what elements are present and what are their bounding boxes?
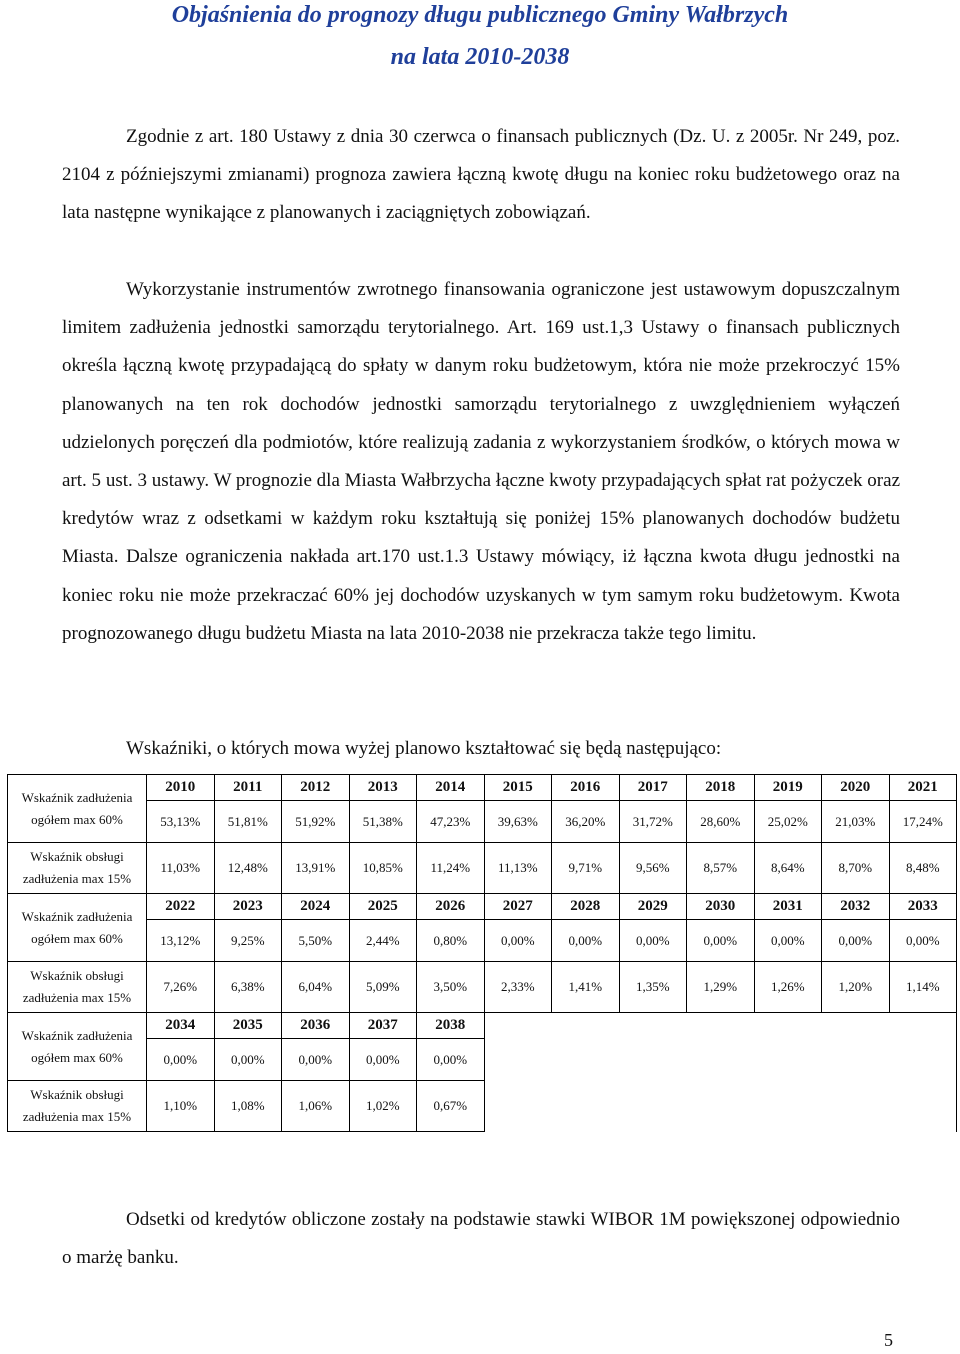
debt-ratio-cell: 21,03%	[822, 801, 890, 843]
year-cell: 2017	[619, 775, 687, 801]
debt-service-cell: 1,14%	[889, 962, 957, 1013]
year-cell: 2032	[822, 894, 890, 920]
debt-service-cell: 8,57%	[687, 843, 755, 894]
paragraph-interest-note: Odsetki od kredytów obliczone zostały na podstawie stawki WIBOR 1M powiększonej odpowiednio o marżę banku.	[62, 1209, 900, 1269]
debt-ratio-cell: 47,23%	[417, 801, 485, 843]
debt-ratio-cell: 0,00%	[484, 920, 552, 962]
debt-ratio-cell: 0,00%	[349, 1039, 417, 1081]
debt-ratio-cell: 17,24%	[889, 801, 957, 843]
debt-ratio-row	[8, 801, 957, 843]
debt-ratio-cell: 53,13%	[147, 801, 215, 843]
year-cell: 2022	[147, 894, 215, 920]
debt-service-cell: 8,64%	[754, 843, 822, 894]
year-cell: 2036	[282, 1013, 350, 1039]
debt-ratio-cell: 25,02%	[754, 801, 822, 843]
debt-service-cell: 1,20%	[822, 962, 890, 1013]
paragraph-debt-limits: Wykorzystanie instrumentów zwrotnego finansowania ograniczone jest ustawowym dopuszczalnym limitem zadłużenia jednostki samorządu terytorialnego. Art. 169 ust.1,3 Ustawy o finansach publicznych określa łączną kwotę przypadającą do spłaty w danym roku budżetowym, która nie może przekroczyć 15% planowanych na ten rok dochodów jednostki samorządu terytorialnego z uwzględnieniem wyłączeń udzielonych poręczeń dla podmiotów, które realizują zadania z wykorzystaniem środków, o których mowa w art. 5 ust. 3 ustawy. W prognozie dla Miasta Wałbrzycha łączne kwoty przypadających spłat rat pożyczek oraz kredytów wraz z odsetkami w każdym roku kształtują się poniżej 15% planowanych dochodów budżetu Miasta. Dalsze ograniczenia nakłada art.170 ust.1.3 Ustawy mówiący, iż łączna kwota długu jednostki na koniec roku nie może przekraczać 60% jej dochodów uzyskanych w tym samym roku budżetowym. Kwota prognozowanego długu budżetu Miasta na lata 2010-2038 nie przekracza także tego limitu.	[62, 279, 900, 644]
year-cell: 2025	[349, 894, 417, 920]
year-cell: 2031	[754, 894, 822, 920]
indicators-table	[7, 774, 957, 1132]
year-cell: 2026	[417, 894, 485, 920]
year-cell: 2035	[214, 1013, 282, 1039]
debt-service-cell: 9,71%	[552, 843, 620, 894]
year-cell: 2011	[214, 775, 282, 801]
debt-service-cell: 9,56%	[619, 843, 687, 894]
year-cell: 2012	[282, 775, 350, 801]
row-label-debt: Wskaźnik zadłużenia ogółem max 60%	[8, 775, 147, 843]
debt-service-cell: 2,33%	[484, 962, 552, 1013]
debt-service-cell: 1,06%	[282, 1081, 350, 1132]
year-header-row	[8, 894, 957, 920]
row-label-debt: Wskaźnik zadłużenia ogółem max 60%	[8, 1013, 147, 1081]
debt-service-cell: 5,09%	[349, 962, 417, 1013]
debt-ratio-cell: 0,00%	[417, 1039, 485, 1081]
year-cell: 2033	[889, 894, 957, 920]
empty-area	[484, 1013, 957, 1132]
debt-service-cell: 1,35%	[619, 962, 687, 1013]
year-cell: 2013	[349, 775, 417, 801]
debt-service-cell: 8,70%	[822, 843, 890, 894]
debt-ratio-cell: 0,00%	[619, 920, 687, 962]
debt-ratio-cell: 51,92%	[282, 801, 350, 843]
debt-ratio-cell: 9,25%	[214, 920, 282, 962]
debt-ratio-cell: 5,50%	[282, 920, 350, 962]
debt-ratio-cell: 0,00%	[552, 920, 620, 962]
year-cell: 2023	[214, 894, 282, 920]
year-cell: 2014	[417, 775, 485, 801]
debt-ratio-cell: 0,00%	[822, 920, 890, 962]
debt-service-row	[8, 843, 957, 894]
debt-service-cell: 11,03%	[147, 843, 215, 894]
debt-ratio-cell: 0,00%	[889, 920, 957, 962]
debt-service-cell: 3,50%	[417, 962, 485, 1013]
debt-ratio-cell: 36,20%	[552, 801, 620, 843]
debt-service-cell: 6,04%	[282, 962, 350, 1013]
document-title-line-2: na lata 2010-2038	[390, 44, 570, 70]
year-cell: 2020	[822, 775, 890, 801]
row-label-service: Wskaźnik obsługi zadłużenia max 15%	[8, 1081, 147, 1132]
year-cell: 2016	[552, 775, 620, 801]
year-cell: 2019	[754, 775, 822, 801]
debt-service-cell: 1,10%	[147, 1081, 215, 1132]
row-label-service: Wskaźnik obsługi zadłużenia max 15%	[8, 962, 147, 1013]
debt-ratio-cell: 51,38%	[349, 801, 417, 843]
debt-ratio-cell: 0,00%	[282, 1039, 350, 1081]
indicators-intro: Wskaźniki, o których mowa wyżej planowo kształtować się będą następująco:	[126, 738, 722, 759]
debt-ratio-row	[8, 920, 957, 962]
year-header-row	[8, 775, 957, 801]
debt-service-cell: 11,24%	[417, 843, 485, 894]
year-cell: 2015	[484, 775, 552, 801]
year-cell: 2030	[687, 894, 755, 920]
debt-service-row	[8, 962, 957, 1013]
paragraph-legal-basis: Zgodnie z art. 180 Ustawy z dnia 30 czerwca o finansach publicznych (Dz. U. z 2005r. Nr 249, poz. 2104 z późniejszymi zmianami) prognoza zawiera łączną kwotę długu na koniec roku budżetowego oraz na lata następne wynikające z planowanych i zaciągniętych zobowiązań.	[62, 126, 900, 224]
debt-ratio-cell: 0,00%	[687, 920, 755, 962]
year-cell: 2027	[484, 894, 552, 920]
debt-ratio-cell: 31,72%	[619, 801, 687, 843]
document-title-line-1: Objaśnienia do prognozy długu publicznego Gminy Wałbrzych	[171, 2, 789, 28]
debt-service-cell: 6,38%	[214, 962, 282, 1013]
year-cell: 2010	[147, 775, 215, 801]
debt-service-cell: 1,41%	[552, 962, 620, 1013]
year-cell: 2028	[552, 894, 620, 920]
year-cell: 2021	[889, 775, 957, 801]
year-cell: 2018	[687, 775, 755, 801]
debt-ratio-cell: 0,80%	[417, 920, 485, 962]
debt-service-cell: 10,85%	[349, 843, 417, 894]
debt-ratio-cell: 13,12%	[147, 920, 215, 962]
debt-service-cell: 8,48%	[889, 843, 957, 894]
debt-ratio-cell: 0,00%	[214, 1039, 282, 1081]
debt-service-cell: 12,48%	[214, 843, 282, 894]
debt-service-cell: 7,26%	[147, 962, 215, 1013]
debt-ratio-cell: 39,63%	[484, 801, 552, 843]
year-cell: 2029	[619, 894, 687, 920]
year-cell: 2024	[282, 894, 350, 920]
row-label-debt: Wskaźnik zadłużenia ogółem max 60%	[8, 894, 147, 962]
debt-service-cell: 1,02%	[349, 1081, 417, 1132]
debt-ratio-cell: 51,81%	[214, 801, 282, 843]
debt-service-cell: 0,67%	[417, 1081, 485, 1132]
debt-ratio-cell: 0,00%	[147, 1039, 215, 1081]
debt-ratio-cell: 0,00%	[754, 920, 822, 962]
debt-ratio-cell: 28,60%	[687, 801, 755, 843]
year-header-row	[8, 1013, 957, 1039]
page-number: 5	[884, 1330, 893, 1350]
debt-service-cell: 1,29%	[687, 962, 755, 1013]
debt-service-cell: 13,91%	[282, 843, 350, 894]
debt-ratio-cell: 2,44%	[349, 920, 417, 962]
row-label-service: Wskaźnik obsługi zadłużenia max 15%	[8, 843, 147, 894]
year-cell: 2034	[147, 1013, 215, 1039]
debt-service-cell: 1,26%	[754, 962, 822, 1013]
year-cell: 2037	[349, 1013, 417, 1039]
debt-service-cell: 11,13%	[484, 843, 552, 894]
year-cell: 2038	[417, 1013, 485, 1039]
debt-service-cell: 1,08%	[214, 1081, 282, 1132]
